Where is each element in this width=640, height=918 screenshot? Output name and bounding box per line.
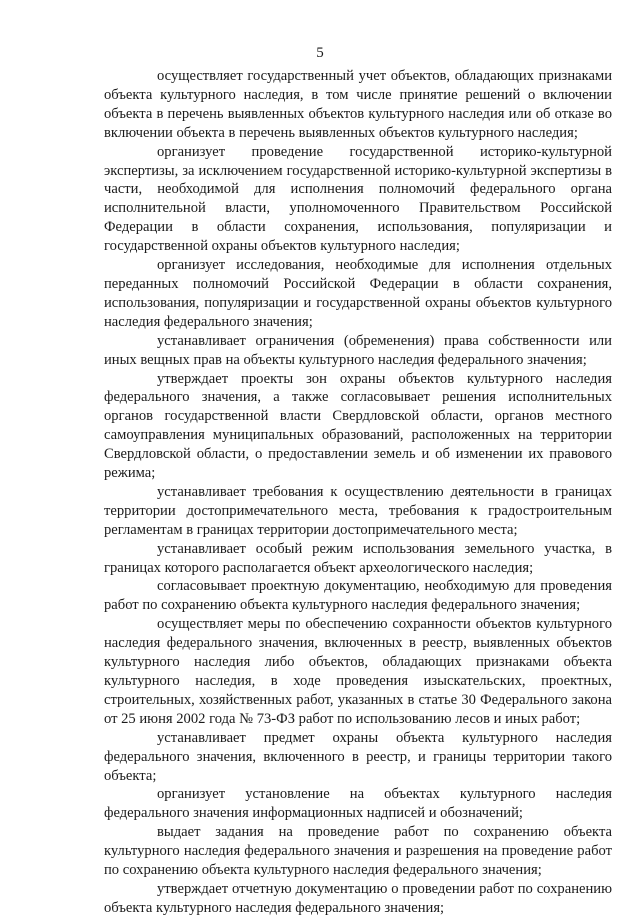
paragraph: согласовывает проектную документацию, необходимую для проведения работ по сохранению объекта культурного наследия федерального значения; xyxy=(104,578,612,614)
paragraph: устанавливает особый режим использования земельного участка, в границах которого располагается объект археологического наследия; xyxy=(104,540,612,576)
paragraph: устанавливает требования к осуществлению деятельности в границах территории достопримечательного места, требования к градостроительным регламентам в границах территории достопримечательного места; xyxy=(104,483,612,538)
paragraph: выдает задания на проведение работ по сохранению объекта культурного наследия федерального значения и разрешения на проведение работ по сохранению объекта культурного наследия федерального значения; xyxy=(104,824,612,879)
document-body xyxy=(104,67,612,918)
paragraph: организует проведение государственной историко-культурной экспертизы, за исключением государственной историко-культурной экспертизы в части, необходимой для исполнения полномочий федерального органа исполнительной власти, уполномоченного Правительством Российской Федерации в области сохранения, использования, популяризации и государственной охраны объектов культурного наследия; xyxy=(104,143,612,255)
paragraph: организует установление на объектах культурного наследия федерального значения информационных надписей и обозначений; xyxy=(104,786,612,822)
paragraph: осуществляет меры по обеспечению сохранности объектов культурного наследия федерального значения, включенных в реестр, выявленных объектов культурного наследия либо объектов, обладающих признаками объекта культурного наследия, в ходе проведения изыскательских, проектных, строительных, хозяйственных работ, указанных в статье 30 Федерального закона от 25 июня 2002 года № 73-ФЗ работ по использованию лесов и иных работ; xyxy=(104,616,612,727)
paragraph: утверждает отчетную документацию о проведении работ по сохранению объекта культурного наследия федерального значения; xyxy=(104,880,612,916)
paragraph: утверждает проекты зон охраны объектов культурного наследия федерального значения, а также согласовывает решения исполнительных органов государственной власти Свердловской области, органов местного самоуправления муниципальных образований, расположенных на территории Свердловской области, о предоставлении земель и об изменении их правового режима; xyxy=(104,370,612,482)
page-number: 5 xyxy=(316,45,324,61)
paragraph: осуществляет государственный учет объектов, обладающих признаками объекта культурного наследия, в том числе принятие решений о включении объекта в перечень выявленных объектов культурного наследия или об отказе во включении объекта в перечень выявленных объектов культурного наследия; xyxy=(104,68,612,141)
paragraph: устанавливает ограничения (обременения) права собственности или иных вещных прав на объекты культурного наследия федерального значения; xyxy=(104,332,612,368)
paragraph: устанавливает предмет охраны объекта культурного наследия федерального значения, включенного в реестр, и границы территории такого объекта; xyxy=(104,729,612,784)
paragraph: организует исследования, необходимые для исполнения отдельных переданных полномочий Российской Федерации в области сохранения, использования, популяризации и государственной охраны объектов культурного наследия федерального значения; xyxy=(104,257,612,330)
